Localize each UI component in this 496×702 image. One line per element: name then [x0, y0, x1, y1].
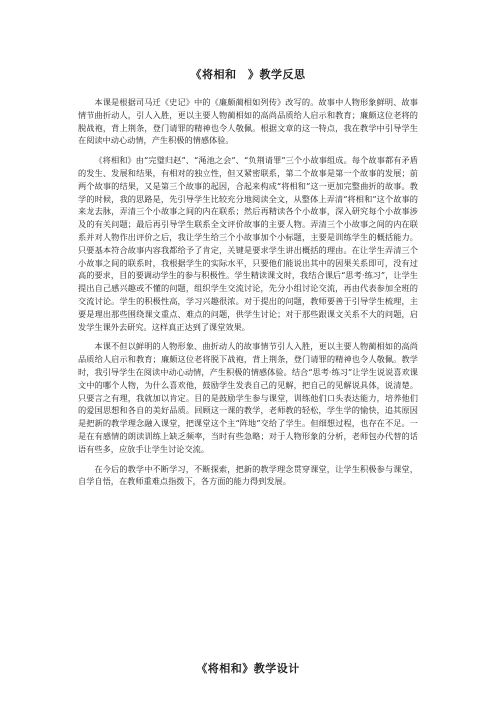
- paragraph-structure: 《将相和》由“完璧归赵”、“渑池之会”、“负荆请罪”三个小故事组成。每个故事都有矛盾的发生、发展和结果，有相对的独立性，但又紧密联系，第二个故事是第一个故事的发展；前两个故事的结果，又是第三个故事的起因，合起来构成“将相和”这一更加完整曲折的故事。教学的时候，我的思路是，先引导学生比较充分地阅读全文，从整体上弄清“将相和”这个故事的来龙去脉，弄清三个小故事之间的内在联系；然后再精读各个小故事，深入研究每个小故事涉及的有关问题；最后再引导学生联系全文评价故事的主要人物。弄清三个小故事之间的内在联系并对人物作出评价之后，我让学生给三个小故事加个小标题，主要是训练学生的概括能力。只要基本符合故事内容我都给予了肯定，关键是要求学生讲出概括的理由。在让学生弄清三个小故事之间的联系时，我根据学生的实际水平，只要他们能说出其中的因果关系即可，没有过高的要求，目的要调动学生的参与积极性。学生精读课文时，我结合课后“思考·练习”，让学生提出自己感兴趣或不懂的问题，组织学生交流讨论，先分小组讨论交流，再由代表参加全班的交流讨论。学生的积极性高，学习兴趣很浓。对于提出的问题，教师要善于引导学生梳理，主要是理出那些围绕课文重点、难点的问题，供学生讨论；对于那些跟课文关系不大的问题，启发学生课外去研究。这样真正达到了课堂效果。: [78, 155, 418, 332]
- paragraph-conclusion: 在今后的教学中不断学习，不断探索，把新的教学理念贯穿课堂，让学生积极参与课堂，自学自悟，在教师重难点指拨下，各方面的能力得到发展。: [78, 463, 418, 487]
- paragraph-characters: 本课不但以鲜明的人物形象、曲折动人的故事情节引人入胜，更以主要人物蔺相如的高尚品质给人启示和教育；廉颇这位老将脱下战袍，背上荆条，登门请罪的精神也令人敬佩。教学时，我引导学生在阅读中动心动情，产生积极的情感体验。结合“思考·练习”让学生说说喜欢课文中的哪个人物，为什么喜欢他，鼓励学生发表自己的见解，把自己的见解说具体，说清楚。只要言之有理，我就加以肯定。目的是鼓励学生参与课堂，训练他们口头表达能力，培养他们的爱国思想和各自的美好品质。回顾这一课的教学，老师教的轻松，学生学的愉快，追其原因是把新的教学理念融入课堂，把课堂这个主“阵地”交给了学生。但细想过程，也存在不足。一是在有感情的朗读训练上缺乏频率，当时有些急略；对于人物形象的分析，老师包办代替的话语有些多，应放手让学生讨论交流。: [78, 341, 418, 454]
- section-title-design: 《将相和》教学设计: [196, 662, 300, 675]
- page-title: 《将相和 》教学反思: [190, 68, 306, 81]
- reflection-body: [78, 96, 418, 495]
- paragraph-intro: 本课是根据司马迁《史记》中的《廉颇蔺相如列传》改写的。故事中人物形象鲜明、故事情节曲折动人，引人入胜，更以主要人物蔺相如的高尚品质给人启示和教育；廉颇这位老将的脱战袍，背上荆条，登门请罪的精神也令人敬佩。根据文章的这一特点，我在教学中引导学生在阅读中动心动情，产生积极的情感体验。: [78, 97, 418, 146]
